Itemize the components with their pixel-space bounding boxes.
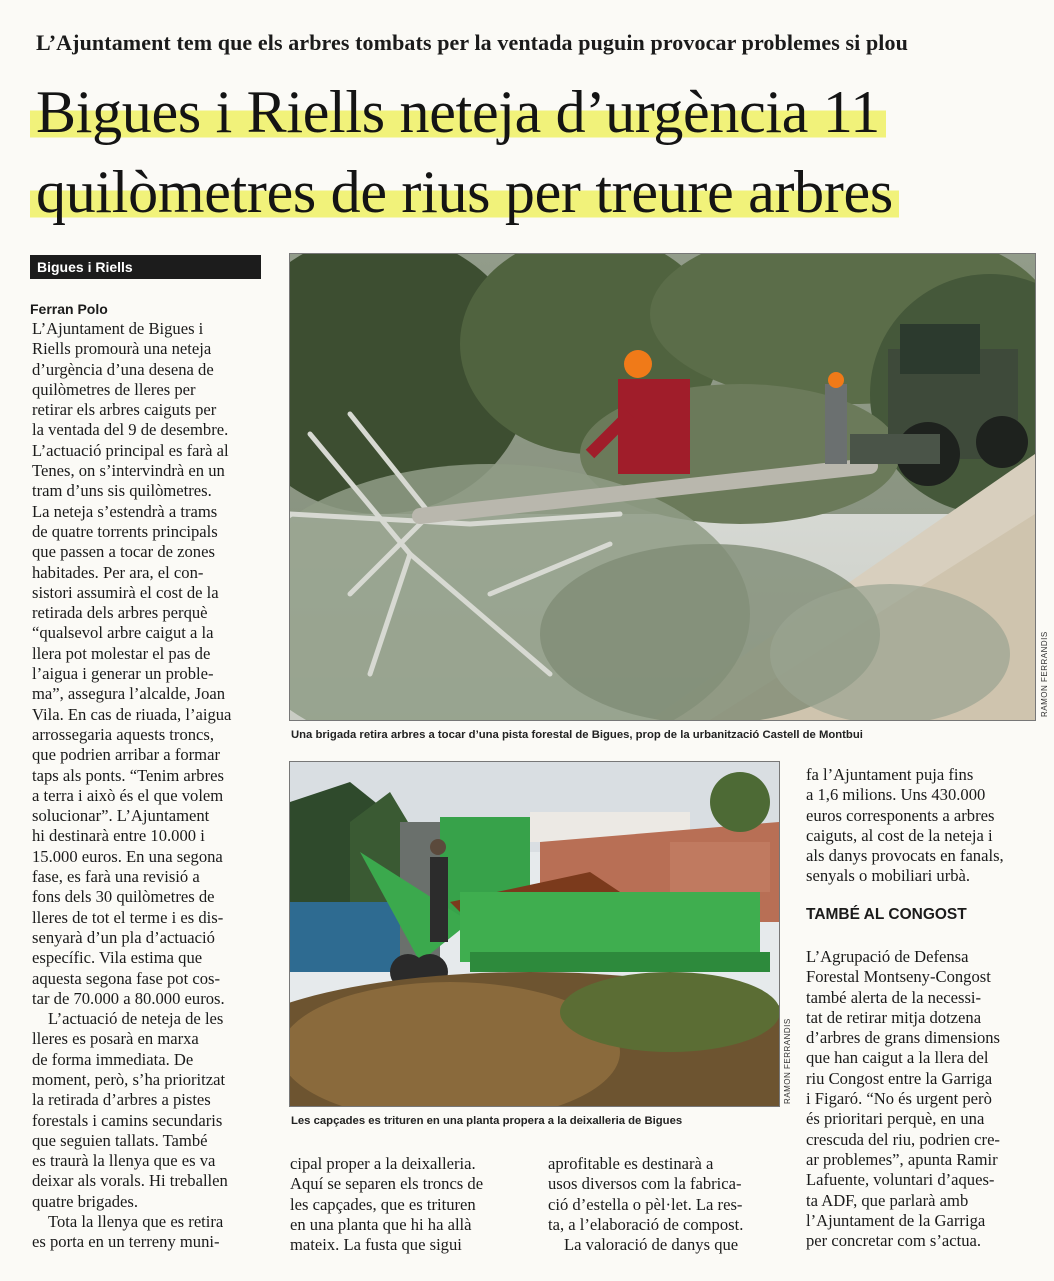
photo-forest-brigade [289, 253, 1036, 721]
text-column-2 [290, 1154, 525, 1255]
col1-paragraph-1: L’Ajuntament de Bigues i Riells promourà una neteja d’urgència d’una desena de quilòmetres de lleres per retirar els arbres caiguts per la ventada del 9 de desembre. L’actuació principal es farà al Tenes, on s’intervindrà en un tram d’uns sis quilòmetres. La neteja s’estendrà a trams de quatre torrents principals que passen a tocar de zones habitades. Per ara, el con- sistori assumirà el cost de la retirada dels arbres perquè “qualsevol arbre caigut a la llera pot molestar el pas de l’aigua i generar un proble- ma”, assegura l’alcalde, Joan Vila. En cas de riuada, l’aigua arrossegaria aquests troncs, que podrien arribar a formar taps als ponts. “Tenim arbres a terra i això és el que volem solucionar”. L’Ajuntament hi destinarà entre 10.000 i 15.000 euros. En una segona fase, es farà una revisió a fons dels 30 quilòmetres de lleres de tot el terme i es dis- senyarà d’un pla d’actuació específic. Vila estima que aquesta segona fase pot cos- tar de 70.000 a 80.000 euros. [32, 319, 232, 1008]
col4-paragraph-2: L’Agrupació de Defensa Forestal Montseny-Congost també alerta de la necessi- tat de retirar mitja dotzena d’arbres de grans dimensions que han caigut a la llera del riu Congost entre la Garriga i Figaró. “No és urgent però és prioritari perquè, en una crescuda del riu, podrien cre- ar problemes”, apunta Ramir Lafuente, voluntari d’aques- ta ADF, que parlarà amb l’Ajuntament de la Garriga per concretar com s’actua. [806, 947, 1001, 1251]
text-column-1 [32, 319, 264, 1253]
byline: Ferran Polo [30, 301, 108, 317]
chipping-plant-image [290, 762, 779, 1106]
photo1-credit: RAMON FERRANDIS [1040, 631, 1049, 717]
text-column-4a [806, 765, 1046, 887]
photo2-credit: RAMON FERRANDIS [783, 1018, 792, 1104]
article-headline [30, 72, 1040, 232]
col4-paragraph-1: fa l’Ajuntament puja fins a 1,6 milions. Uns 430.000 euros corresponents a arbres caiguts, al cost de la neteja i als danys provocats en fanals, senyals o mobiliari urbà. [806, 765, 1004, 886]
photo2-caption: Les capçades es trituren en una planta propera a la deixalleria de Bigues [291, 1115, 683, 1127]
text-column-4b [806, 947, 1046, 1251]
col1-paragraph-2: L’actuació de neteja de les lleres es posarà en marxa de forma immediata. De moment, però, s’ha prioritzat la retirada d’arbres a pistes forestals i camins secundaris que seguien tallats. També es traurà la llenya que es va deixar als vorals. Hi treballen quatre brigades. [32, 1009, 228, 1211]
subhead-congost: TAMBÉ AL CONGOST [806, 906, 967, 923]
col1-paragraph-3: Tota la llenya que es retira es porta en un terreny muni- [32, 1212, 224, 1252]
text-column-3 [548, 1154, 780, 1255]
photo1-caption: Una brigada retira arbres a tocar d’una pista forestal de Bigues, prop de la urbanització Castell de Montbui [291, 729, 863, 741]
col3-paragraph-2: La valoració de danys que [564, 1235, 739, 1255]
article-kicker: L’Ajuntament tem que els arbres tombats per la ventada puguin provocar problemes si plou [36, 30, 908, 55]
photo-chipping-plant [289, 761, 780, 1107]
section-tag: Bigues i Riells [30, 255, 261, 279]
col3-paragraph-1: aprofitable es destinarà a usos diversos com la fabrica- ció d’estella o pèl·let. La res- ta, a l’elaboració de compost. [548, 1154, 744, 1234]
forest-brigade-image [290, 254, 1035, 720]
headline-line-2: quilòmetres de rius per treure arbres [30, 152, 899, 232]
headline-line-1: Bigues i Riells neteja d’urgència 11 [30, 72, 886, 152]
col2-paragraph: cipal proper a la deixalleria. Aquí se separen els troncs de les capçades, que es trituren en una planta que hi ha allà mateix. La fusta que sigui [290, 1154, 484, 1255]
